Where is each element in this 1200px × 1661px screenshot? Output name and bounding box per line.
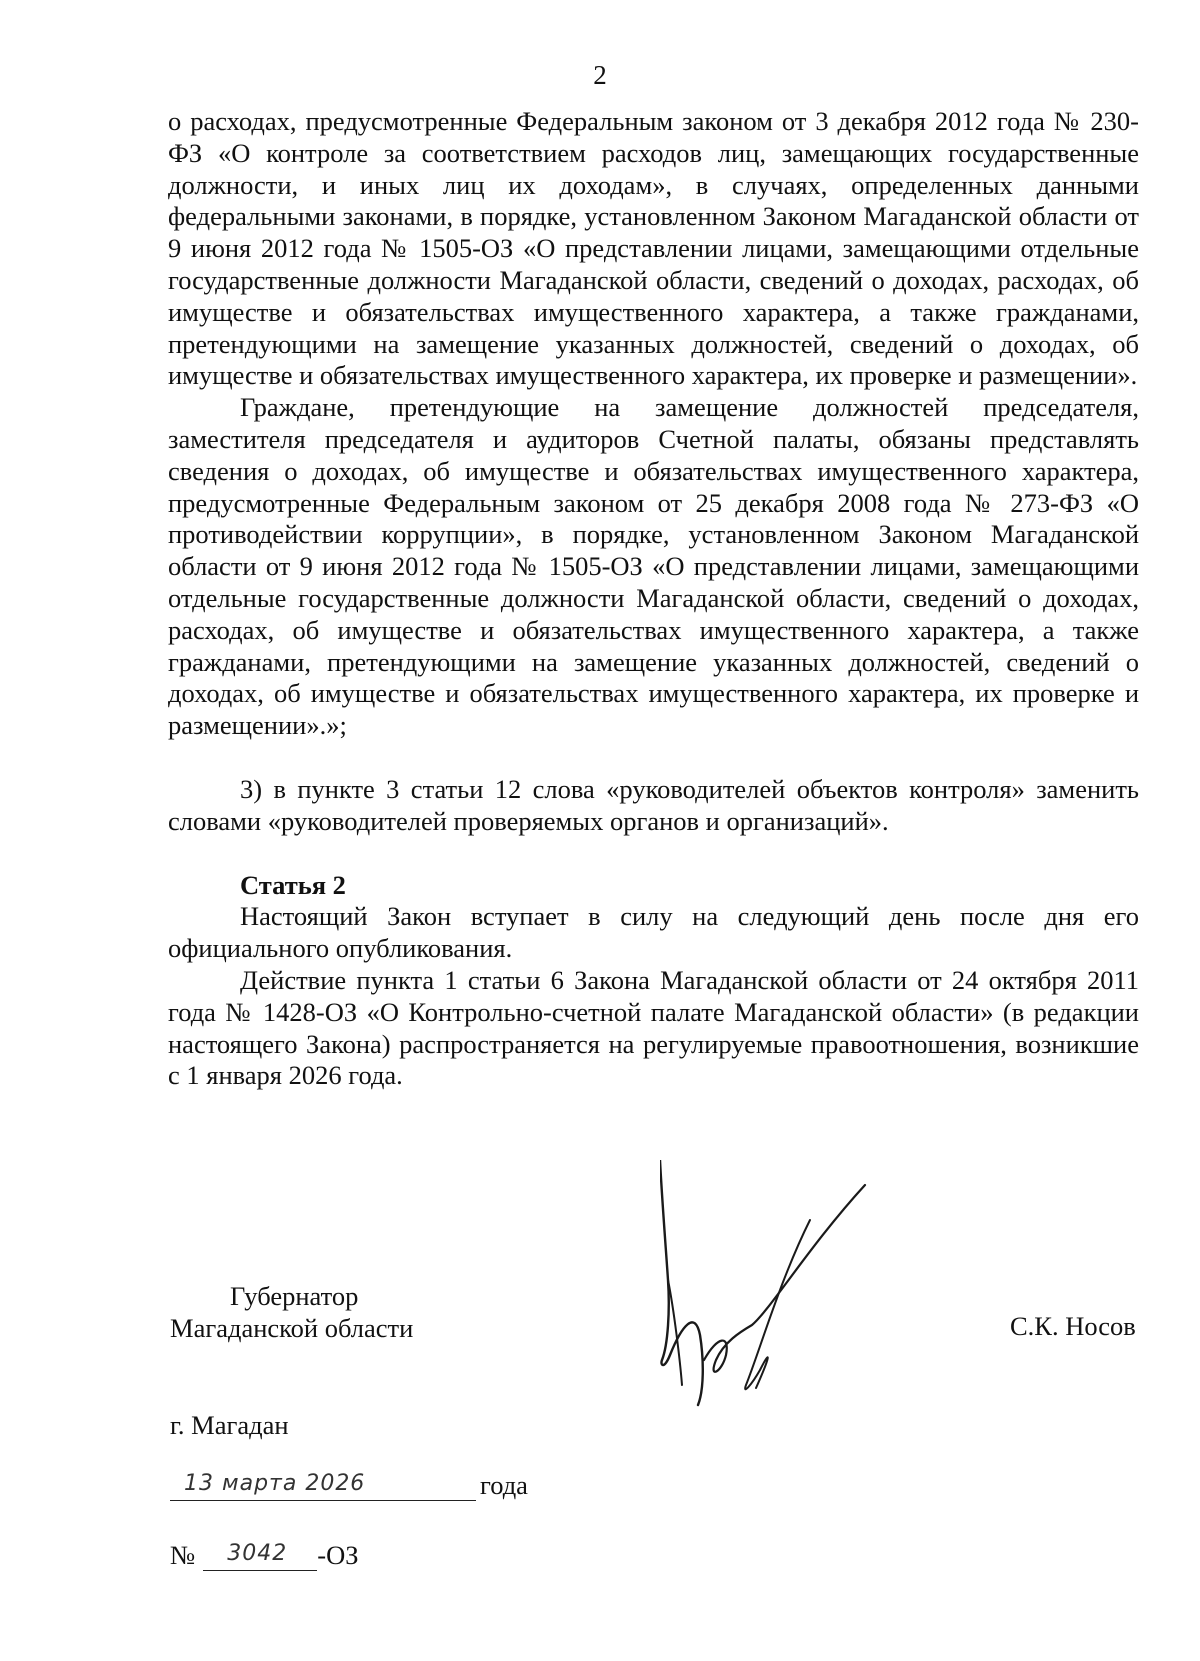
signature-title [170,1280,413,1344]
handwritten-date: 13 марта 2026 [170,1470,476,1501]
document-body [168,106,1139,1092]
paragraph-continuation: о расходах, предусмотренные Федеральным законом от 3 декабря 2012 года № 230-ФЗ «О контроле за соответствием расходов лиц, замещающих государственные должности, и иных лиц их доходам», в случаях, определенных данными федеральными законами, в порядке, установленном Законом Магаданской области от 9 июня 2012 года № 1505-ОЗ «О представлении лицами, замещающими отдельные государственные должности Магаданской области, сведений о доходах, расходах, об имуществе и обязательствах имущественного характера, а также гражданами, претендующими на замещение указанных должностей, сведений о доходах, об имуществе и обязательствах имущественного характера, их проверке и размещении». [168,106,1139,391]
signatory-name: С.К. Носов [1010,1311,1136,1341]
paragraph-citizens: Граждане, претендующие на замещение должностей председателя, заместителя председателя и аудиторов Счетной палаты, обязаны представлять сведения о доходах, об имуществе и обязательствах имущественного характера, предусмотренные Федеральным законом от 25 декабря 2008 года № 273-ФЗ «О противодействии коррупции», в порядке, установленном Законом Магаданской области от 9 июня 2012 года № 1505-ОЗ «О представлении лицами, замещающими отдельные государственные должности Магаданской области, сведений о доходах, расходах, об имуществе и обязательствах имущественного характера, а также гражданами, претендующими на замещение указанных должностей, сведений о доходах, об имуществе и обязательствах имущественного характера, их проверке и размещении».»; [168,392,1139,741]
date-line [170,1470,528,1501]
law-number-line [170,1540,359,1571]
article-heading: Статья 2 [240,869,346,900]
date-suffix: года [480,1470,528,1500]
handwritten-law-number: 3042 [203,1540,317,1571]
paragraph-item-3: 3) в пункте 3 статьи 12 слова «руководителей объектов контроля» заменить словами «руководителей проверяемых органов и организаций». [168,773,1139,836]
handwritten-signature [660,1160,920,1420]
signature-title-line1: Губернатор [230,1281,359,1311]
city-line: г. Магадан [170,1410,289,1440]
signature-title-line2: Магаданской области [170,1313,414,1343]
number-sign: № [170,1540,196,1570]
page-number: 2 [593,60,607,90]
article-paragraph-scope: Действие пункта 1 статьи 6 Закона Магаданской области от 24 октября 2011 года № 1428-ОЗ «О Контрольно-счетной палате Магаданской области» (в редакции настоящего Закона) распространяется на регулируемые правоотношения, возникшие с 1 января 2026 года. [168,964,1139,1091]
article-paragraph-effect: Настоящий Закон вступает в силу на следующий день после дня его официального опубликования. [168,901,1139,964]
law-number-suffix: -ОЗ [317,1540,359,1570]
